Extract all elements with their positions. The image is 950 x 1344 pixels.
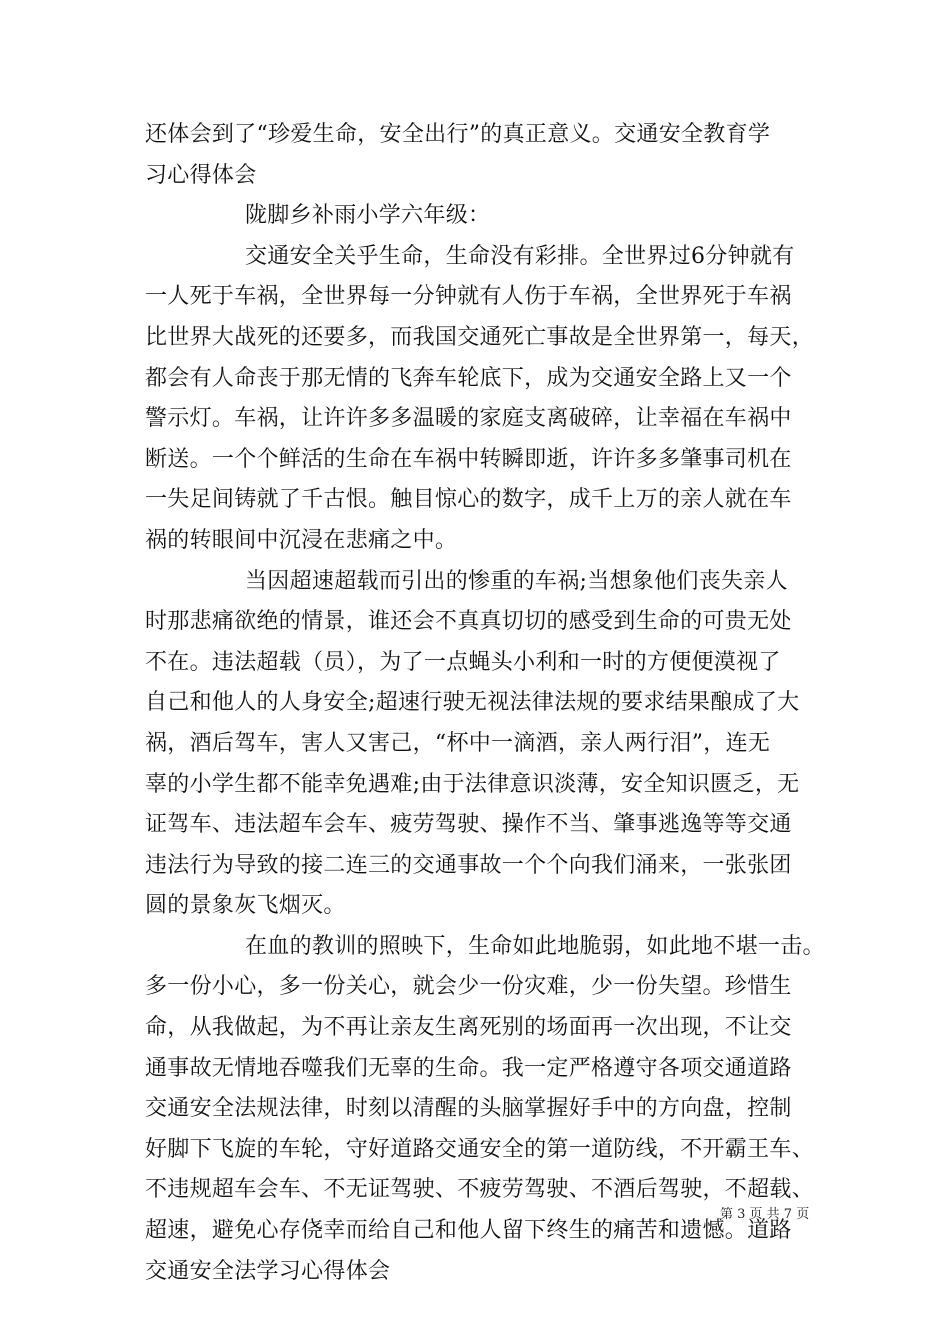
text-line: 超速，避免心存侥幸而给自己和他人留下终生的痛苦和遗憾。道路	[145, 1218, 792, 1244]
heading-line: 陇脚乡补雨小学六年级：	[245, 203, 491, 229]
text-line: 警示灯。车祸，让许许多多温暖的家庭支离破碎，让幸福在车祸中	[145, 406, 792, 432]
document-body	[145, 115, 825, 1292]
text-line: 时那悲痛欲绝的情景，谁还会不真真切切的感受到生命的可贵无处	[145, 609, 792, 635]
text-line: 习心得体会	[145, 162, 257, 188]
text-line: 好脚下飞旋的车轮，守好道路交通安全的第一道防线，不开霸王车、	[145, 1136, 815, 1162]
paragraph-start-line: 交通安全关乎生命，生命没有彩排。全世界过6分钟就有	[245, 243, 795, 269]
text-line: 违法行为导致的接二连三的交通事故一个个向我们涌来，一张张团	[145, 852, 792, 878]
text-line: 交通安全法学习心得体会	[145, 1258, 391, 1284]
text-line: 断送。一个个鲜活的生命在车祸中转瞬即逝，许许多多肇事司机在	[145, 446, 792, 472]
text-line: 不违规超车会车、不无证驾驶、不疲劳驾驶、不酒后驾驶，不超载、	[145, 1177, 815, 1203]
text-line: 一人死于车祸，全世界每一分钟就有人伤于车祸，全世界死于车祸	[145, 284, 792, 310]
text-line: 辜的小学生都不能幸免遇难;由于法律意识淡薄，安全知识匮乏，无	[145, 771, 800, 797]
text-line: 交通安全法规法律，时刻以清醒的头脑掌握好手中的方向盘，控制	[145, 1096, 792, 1122]
text-line: 自己和他人的人身安全;超速行驶无视法律法规的要求结果酿成了大	[145, 690, 800, 716]
text-line: 祸，酒后驾车，害人又害己，“杯中一滴酒，亲人两行泪”，连无	[145, 730, 771, 756]
text-line: 还体会到了“珍爱生命，安全出行”的真正意义。交通安全教育学	[145, 122, 771, 147]
text-line: 通事故无情地吞噬我们无辜的生命。我一定严格遵守各项交通道路	[145, 1055, 792, 1081]
paragraph-start-line: 在血的教训的照映下，生命如此地脆弱，如此地不堪一击。	[245, 933, 825, 959]
text-line: 证驾车、违法超车会车、疲劳驾驶、操作不当、肇事逃逸等等交通	[145, 812, 792, 838]
text-line: 命，从我做起，为不再让亲友生离死别的场面再一次出现，不让交	[145, 1015, 792, 1041]
text-line: 一失足间铸就了千古恨。触目惊心的数字，成千上万的亲人就在车	[145, 487, 792, 513]
text-line: 多一份小心，多一份关心，就会少一份灾难，少一份失望。珍惜生	[145, 974, 792, 1000]
text-line: 祸的转眼间中沉浸在悲痛之中。	[145, 527, 458, 553]
page-number: 第 3 页 共 7 页	[720, 1207, 810, 1222]
text-line: 圆的景象灰飞烟灭。	[145, 893, 346, 919]
text-line: 都会有人命丧于那无情的飞奔车轮底下，成为交通安全路上又一个	[145, 365, 792, 391]
text-line: 不在。违法超载（员），为了一点蝇头小利和一时的方便便漠视了	[145, 649, 781, 675]
text-line: 比世界大战死的还要多，而我国交通死亡事故是全世界第一，每天，	[145, 324, 815, 350]
paragraph-start-line: 当因超速超载而引出的惨重的车祸;当想象他们丧失亲人	[245, 568, 788, 594]
